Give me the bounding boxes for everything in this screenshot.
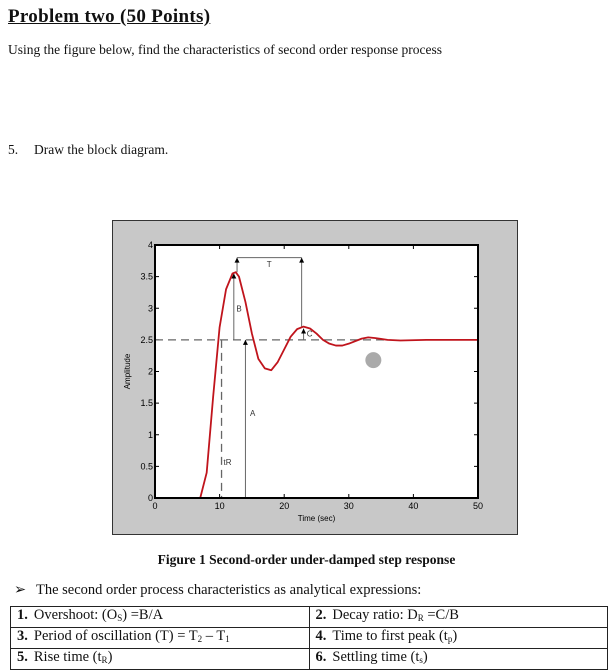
- label-T: T: [266, 260, 272, 270]
- label-tR: tR: [223, 458, 232, 468]
- y-tick-label: 1: [147, 429, 153, 440]
- x-tick-label: 30: [343, 501, 354, 511]
- y-tick-label: 4: [147, 240, 153, 250]
- table-row: [11, 607, 608, 628]
- table-cell: 2. Decay ratio: $D_R =C/B$: [309, 607, 608, 628]
- y-tick-label: 0: [147, 493, 153, 503]
- table-cell: 3. Period of oscillation $(T) = T_2 - T_1$: [11, 628, 310, 649]
- problem-title: Problem two (50 Points): [8, 6, 211, 27]
- label-C: C: [306, 329, 313, 339]
- x-tick-label: 0: [152, 501, 158, 511]
- y-tick-label: 3.5: [140, 271, 153, 282]
- step-response-chart: [112, 220, 518, 535]
- bullet-text: The second order process characteristics as analytical expressions:: [36, 582, 422, 598]
- figure-caption: Figure 1 Second-order under-damped step response: [157, 552, 456, 567]
- x-axis-label: Time (sec): [297, 514, 336, 523]
- table-cell: 4. Time to first peak $(t_p)$: [309, 628, 608, 649]
- problem-intro: Using the figure below, find the characteristics of second order response process: [8, 42, 442, 57]
- y-tick-label: 0.5: [140, 461, 153, 472]
- table-row: [11, 649, 608, 670]
- y-tick-label: 1.5: [140, 398, 153, 409]
- label-B: B: [236, 304, 242, 314]
- characteristics-table: [10, 606, 608, 670]
- y-tick-label: 2: [147, 366, 153, 377]
- y-tick-label: 2.5: [140, 334, 153, 345]
- bullet-line: [14, 582, 421, 599]
- x-tick-label: 50: [472, 501, 484, 511]
- plot-area: [155, 245, 478, 498]
- table-cell: 5. Rise time $(t_R)$: [11, 649, 310, 670]
- table-row: [11, 628, 608, 649]
- question-text: Draw the block diagram.: [34, 142, 169, 157]
- label-A: A: [249, 408, 256, 418]
- x-tick-label: 20: [279, 501, 290, 511]
- gray-dot: [365, 352, 381, 368]
- y-axis-label: Amplitude: [123, 353, 132, 390]
- question-5: [8, 142, 168, 158]
- question-number: 5.: [8, 142, 19, 157]
- x-tick-label: 40: [408, 501, 419, 511]
- table-cell: 6. Settling time $(t_s)$: [309, 649, 608, 670]
- arrow-bullet-icon: ➢: [14, 582, 27, 598]
- x-tick-label: 10: [214, 501, 225, 511]
- table-cell: 1. Overshoot: $(O_S) =B/A$: [11, 607, 310, 628]
- y-tick-label: 3: [147, 303, 153, 314]
